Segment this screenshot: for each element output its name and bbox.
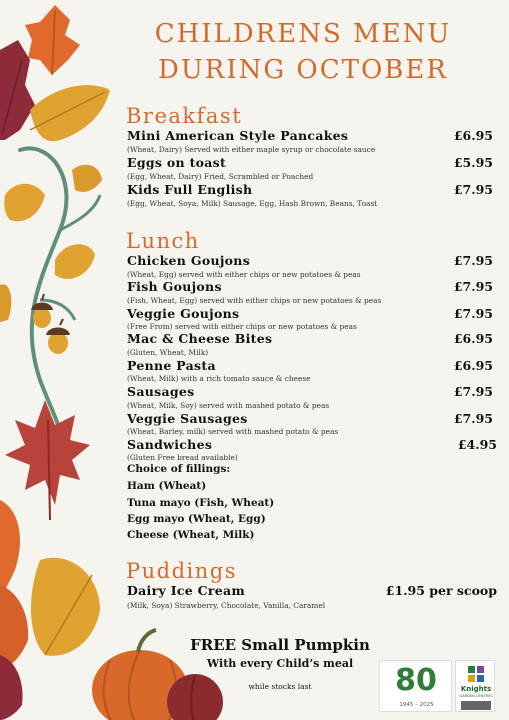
anniversary-logo	[379, 660, 452, 712]
menu-item-price: £5.95	[453, 155, 493, 170]
gold-leaf-icon	[0, 284, 11, 322]
filling-option: Tuna mayo (Fish, Wheat)	[127, 497, 275, 509]
anniversary-years: 1945 – 2025	[399, 702, 434, 708]
menu-item-description: (Wheat, Barley, milk) served with mashed potato & peas	[127, 427, 339, 436]
fillings-heading: Choice of fillings:	[127, 463, 231, 475]
title-line-1: CHILDRENS MENU	[154, 19, 452, 49]
anniversary-number: 80	[395, 663, 437, 698]
menu-item-description: (Wheat, Egg) served with either chips or new potatoes & peas	[127, 270, 361, 279]
pumpkin-icon	[167, 674, 223, 720]
menu-item-name: Veggie Sausages	[127, 411, 248, 426]
menu-item-name: Dairy Ice Cream	[127, 583, 245, 598]
menu-item-description: (Wheat, Milk) with a rich tomato sauce & cheese	[127, 374, 311, 383]
breakfast-heading: Breakfast	[126, 104, 243, 128]
menu-item-description: (Fish, Wheat, Egg) served with either chips or new potatoes & peas	[127, 296, 382, 305]
menu-item-description: (Gluten, Wheat, Milk)	[127, 348, 209, 357]
menu-item-description: (Egg, Wheat, Soya, Milk) Sausage, Egg, Hash Brown, Beans, Toast	[127, 199, 378, 208]
brand-subtitle: GARDEN CENTRES	[459, 694, 493, 698]
filling-option: Egg mayo (Wheat, Egg)	[127, 513, 266, 525]
menu-item-name: Mini American Style Pancakes	[127, 128, 349, 143]
menu-item-name: Eggs on toast	[127, 155, 227, 170]
menu-item-description: (Free From) served with either chips or new potatoes & peas	[127, 322, 357, 331]
menu-item-price: £7.95	[453, 384, 493, 399]
acorn-icon	[46, 319, 70, 354]
menu-item-description: (Gluten Free bread available)	[127, 453, 238, 462]
menu-item-price: £6.95	[453, 331, 493, 346]
puddings-heading: Puddings	[126, 559, 238, 583]
menu-item-name: Fish Goujons	[127, 279, 222, 294]
menu-item-name: Chicken Goujons	[127, 253, 251, 268]
promo-subtitle: With every Child’s meal	[206, 657, 354, 670]
vine-stem	[20, 148, 66, 470]
lunch-heading: Lunch	[126, 229, 200, 253]
menu-item-price: £7.95	[453, 253, 493, 268]
menu-item-name: Kids Full English	[127, 182, 253, 197]
menu-item-price: £1.95 per scoop	[385, 583, 497, 598]
brand-emblem-icon	[468, 666, 484, 683]
menu-item-price: £6.95	[453, 358, 493, 373]
menu-item-price: £7.95	[453, 182, 493, 197]
brand-logo	[455, 660, 495, 712]
orange-leaf-icon	[0, 585, 28, 670]
maple-leaf-icon	[5, 400, 90, 520]
menu-item-price: £7.95	[453, 411, 493, 426]
gold-leaf-icon	[4, 184, 45, 222]
menu-item-description: (Egg, Wheat, Dairy) Fried, Scrambled or Poached	[127, 172, 314, 181]
gold-leaf-icon	[30, 85, 110, 141]
brand-name: Knights	[460, 685, 492, 693]
filling-option: Ham (Wheat)	[127, 480, 207, 492]
menu-item-name: Sausages	[127, 384, 195, 399]
title-line-2: DURING OCTOBER	[158, 55, 448, 85]
menu-item-name: Penne Pasta	[127, 358, 216, 373]
menu-item-description: (Wheat, Dairy) Served with either maple syrup or chocolate sauce	[127, 145, 376, 154]
red-leaf-icon	[0, 40, 35, 140]
gold-leaf-icon	[72, 165, 102, 192]
filling-option: Cheese (Wheat, Milk)	[127, 529, 255, 541]
orange-leaf-icon	[0, 500, 20, 600]
menu-item-price: £4.95	[457, 437, 497, 452]
acorn-icon	[31, 294, 53, 328]
menu-item-description: (Milk, Soya) Strawberry, Chocolate, Vanilla, Caramel	[127, 601, 326, 610]
menu-item-description: (Wheat, Milk, Soy) served with mashed potato & peas	[127, 401, 330, 410]
gold-leaf-icon	[55, 244, 95, 279]
menu-item-name: Veggie Goujons	[127, 306, 240, 321]
promo-title: FREE Small Pumpkin	[190, 636, 370, 654]
gold-leaf-icon	[31, 558, 100, 656]
brand-tagline-plate	[461, 701, 491, 710]
promo-note: while stocks last	[248, 682, 312, 691]
menu-item-name: Mac & Cheese Bites	[127, 331, 273, 346]
menu-item-price: £6.95	[453, 128, 493, 143]
menu-item-name: Sandwiches	[127, 437, 213, 452]
menu-item-price: £7.95	[453, 306, 493, 321]
page-title	[128, 16, 478, 88]
red-leaf-icon	[0, 655, 23, 720]
orange-leaf-icon	[25, 5, 80, 75]
menu-item-price: £7.95	[453, 279, 493, 294]
